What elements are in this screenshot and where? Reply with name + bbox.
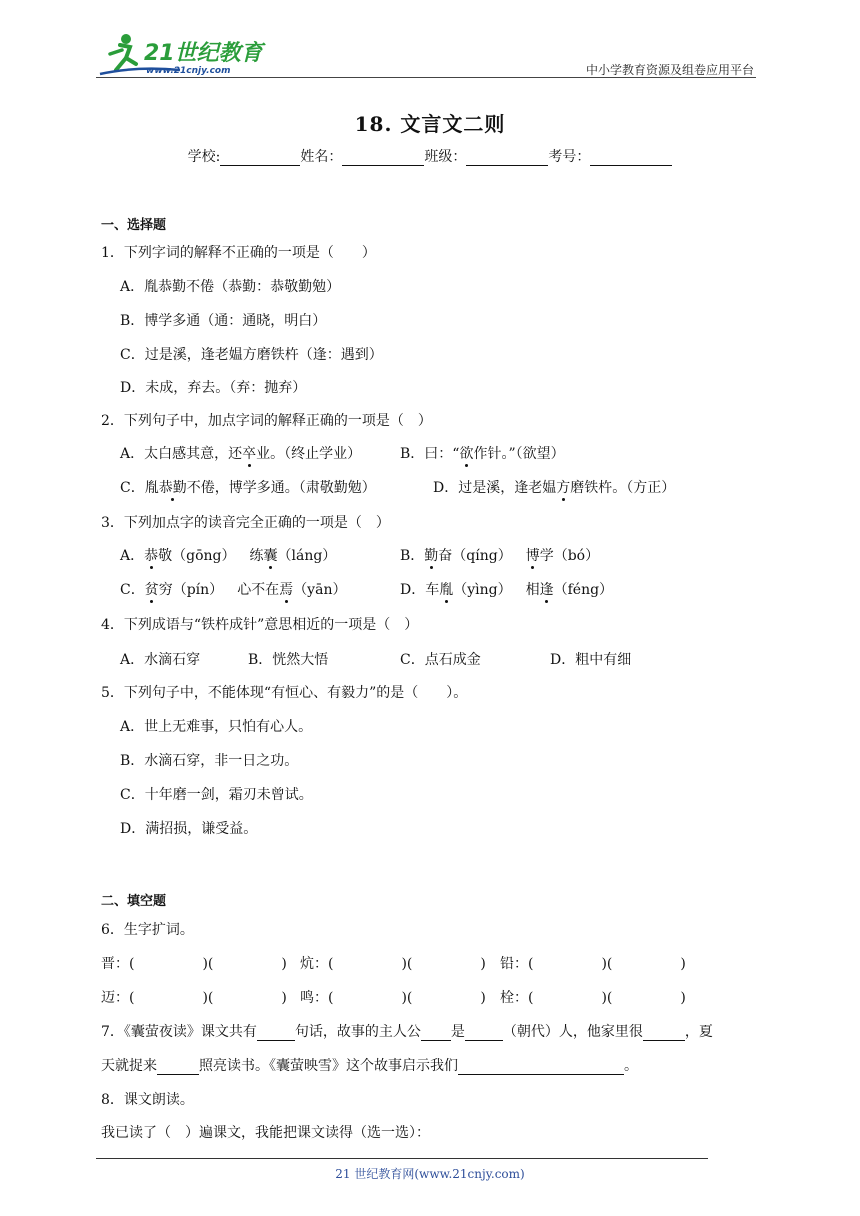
q7-text: 句话，故事的主人公 bbox=[294, 1024, 421, 1040]
q5-option-a: A．世上无难事，只怕有心人。 bbox=[120, 719, 313, 735]
q7-blank-3 bbox=[465, 1026, 503, 1041]
q7-text: 天就捉来 bbox=[101, 1058, 157, 1074]
q6-char: 迈：( bbox=[101, 990, 135, 1006]
q6-char: 栓：( bbox=[500, 990, 534, 1006]
q6-end: ) bbox=[680, 956, 686, 972]
q1-option-c: C．过是溪，逢老媪方磨铁杵（逢：遇到） bbox=[120, 347, 383, 363]
footer-text: 21 世纪教育网(www.21cnjy.com) bbox=[335, 1167, 525, 1181]
q6-row2-item2 bbox=[300, 987, 486, 1007]
q6-mid: )( bbox=[601, 956, 613, 972]
q6-end: ) bbox=[680, 990, 686, 1006]
q6-row2-item1 bbox=[101, 987, 287, 1007]
q3-a1-post: 敬（gōng） bbox=[158, 548, 236, 564]
q6-char: 晋：( bbox=[101, 956, 135, 972]
q4-option-c: C．点石成金 bbox=[400, 652, 481, 668]
q2-b-post: 作针。”（欲望） bbox=[473, 446, 565, 462]
q7-line2 bbox=[101, 1055, 638, 1075]
q7-blank-5 bbox=[157, 1060, 199, 1075]
q3-b2-post: 学（bó） bbox=[539, 548, 600, 564]
q7-blank-1 bbox=[257, 1026, 295, 1041]
q3-c2-post: （yān） bbox=[293, 582, 347, 598]
q6-char: 鸣：( bbox=[300, 990, 334, 1006]
q6-end: ) bbox=[480, 956, 486, 972]
q2-c-pre: C．胤 bbox=[120, 480, 159, 496]
q5-option-c: C．十年磨一剑，霜刃未曾试。 bbox=[120, 787, 313, 803]
q8-line: 我已读了（ ）遍课文，我能把课文读得（选一选）： bbox=[101, 1125, 430, 1141]
page-title: 18. 文言文二则 bbox=[354, 112, 506, 136]
q2-c-dotted: 恭勤 bbox=[158, 480, 187, 496]
q3-a2-post: （láng） bbox=[277, 548, 337, 564]
q6-char: 炕：( bbox=[300, 956, 334, 972]
name-label: 姓名： bbox=[300, 149, 343, 165]
q6-mid: )( bbox=[202, 956, 214, 972]
footer-divider bbox=[96, 1158, 708, 1159]
q3-d1-pre: D．车 bbox=[400, 582, 440, 598]
q1-option-b: B．博学多通（通：通晓，明白） bbox=[120, 313, 327, 329]
q2-b-pre: B．曰：“ bbox=[400, 446, 460, 462]
q2-d-pre: D．过是溪，逢老媪 bbox=[433, 480, 557, 496]
q3-a1-pre: A． bbox=[120, 548, 145, 564]
q1-option-a: A．胤恭勤不倦（恭勤：恭敬勤勉） bbox=[120, 279, 341, 295]
q6-stem: 6．生字扩词。 bbox=[101, 922, 194, 938]
q4-option-b: B．恍然大悟 bbox=[248, 652, 329, 668]
q3-a2-pre: 练 bbox=[249, 548, 264, 564]
q7-blank-2 bbox=[421, 1026, 451, 1041]
class-blank bbox=[466, 151, 548, 166]
q6-mid: )( bbox=[401, 956, 413, 972]
q2-d-dotted: 方 bbox=[556, 480, 571, 496]
q6-end: ) bbox=[281, 990, 287, 1006]
q3-option-d bbox=[400, 579, 613, 599]
school-label: 学校: bbox=[187, 149, 221, 165]
q7-text: 7．《囊萤夜读》课文共有 bbox=[101, 1024, 257, 1040]
q3-a2-dotted: 囊 bbox=[263, 548, 278, 564]
q2-option-b bbox=[400, 443, 565, 463]
school-blank bbox=[220, 151, 300, 166]
q4-option-a: A．水滴石穿 bbox=[120, 652, 201, 668]
q3-option-a bbox=[120, 545, 336, 565]
q2-c-post: 不倦，博学多通。（肃敬勤勉） bbox=[186, 480, 376, 496]
exam-no-blank bbox=[590, 151, 672, 166]
q3-d2-pre: 相 bbox=[525, 582, 540, 598]
q3-d2-post: （féng） bbox=[553, 582, 614, 598]
q3-b2-dotted: 博 bbox=[525, 548, 540, 564]
q2-option-c bbox=[120, 477, 376, 497]
q2-b-dotted: 欲 bbox=[459, 446, 474, 462]
q3-c2-pre: 心不在 bbox=[237, 582, 280, 598]
section-heading-choice: 一、选择题 bbox=[101, 218, 167, 233]
q3-b1-pre: B． bbox=[400, 548, 425, 564]
q5-option-b: B．水滴石穿，非一日之功。 bbox=[120, 753, 299, 769]
header-platform-text: 中小学教育资源及组卷应用平台 bbox=[585, 63, 754, 77]
q1-option-d: D．未成，弃去。（弃：抛弃） bbox=[120, 380, 307, 396]
q7-text: ，夏 bbox=[684, 1024, 713, 1040]
q7-blank-6 bbox=[458, 1060, 624, 1075]
q2-a-pre: A．太白感其意，还 bbox=[120, 446, 243, 462]
q3-option-b bbox=[400, 545, 599, 565]
q6-row1-item2 bbox=[300, 953, 486, 973]
page-header bbox=[96, 30, 756, 78]
q3-c2-dotted: 焉 bbox=[279, 582, 294, 598]
q3-b1-dotted: 勤 bbox=[424, 548, 439, 564]
logo-text: 21世纪教育 bbox=[144, 41, 263, 66]
q4-option-d: D．粗中有细 bbox=[550, 652, 632, 668]
q2-d-post: 磨铁杵。（方正） bbox=[570, 480, 676, 496]
q3-c1-dotted: 贫 bbox=[144, 582, 159, 598]
header-divider bbox=[96, 77, 756, 78]
q7-text: 是 bbox=[450, 1024, 465, 1040]
q3-c1-pre: C． bbox=[120, 582, 145, 598]
q2-option-d bbox=[433, 477, 675, 497]
q6-end: ) bbox=[480, 990, 486, 1006]
q5-option-d: D．满招损，谦受益。 bbox=[120, 821, 258, 837]
q3-d1-dotted: 胤 bbox=[439, 582, 454, 598]
q2-a-dotted: 卒 bbox=[242, 446, 257, 462]
q7-text: （朝代）人，他家里很 bbox=[502, 1024, 643, 1040]
site-logo bbox=[96, 30, 266, 78]
q4-stem: 4．下列成语与“铁杵成针”意思相近的一项是（ ） bbox=[101, 617, 419, 633]
q6-row1-item1 bbox=[101, 953, 287, 973]
q5-stem: 5．下列句子中，不能体现“有恒心、有毅力”的是（ ）。 bbox=[101, 685, 468, 701]
q6-row2-item3 bbox=[500, 987, 686, 1007]
q3-stem: 3．下列加点字的读音完全正确的一项是（ ） bbox=[101, 515, 390, 531]
exam-no-label: 考号： bbox=[548, 149, 591, 165]
q3-b1-post: 奋（qíng） bbox=[438, 548, 512, 564]
q2-option-a bbox=[120, 443, 361, 463]
q6-mid: )( bbox=[202, 990, 214, 1006]
q6-mid: )( bbox=[601, 990, 613, 1006]
q2-a-post: 业。（终止学业） bbox=[256, 446, 362, 462]
q8-stem: 8．课文朗读。 bbox=[101, 1092, 194, 1108]
q6-row1-item3 bbox=[500, 953, 686, 973]
class-label: 班级： bbox=[424, 149, 467, 165]
q3-a1-dotted: 恭 bbox=[144, 548, 159, 564]
q6-mid: )( bbox=[401, 990, 413, 1006]
q6-char: 铅：( bbox=[500, 956, 534, 972]
q3-c1-post: 穷（pín） bbox=[158, 582, 224, 598]
name-blank bbox=[342, 151, 424, 166]
q3-option-c bbox=[120, 579, 346, 599]
q7-text: 照亮读书。《囊萤映雪》这个故事启示我们 bbox=[199, 1058, 458, 1074]
q6-end: ) bbox=[281, 956, 287, 972]
q7-text: 。 bbox=[624, 1058, 638, 1074]
section-heading-fill: 二、填空题 bbox=[101, 894, 167, 909]
q3-d1-post: （yìng） bbox=[453, 582, 512, 598]
logo-url: www.21cnjy.com bbox=[146, 66, 231, 76]
q3-d2-dotted: 逢 bbox=[539, 582, 554, 598]
student-info-line bbox=[0, 146, 860, 166]
q2-stem: 2．下列句子中，加点字词的解释正确的一项是（ ） bbox=[101, 413, 432, 429]
q7-line1 bbox=[101, 1021, 713, 1041]
q1-stem: 1．下列字词的解释不正确的一项是（ ） bbox=[101, 245, 376, 261]
q7-blank-4 bbox=[643, 1026, 685, 1041]
